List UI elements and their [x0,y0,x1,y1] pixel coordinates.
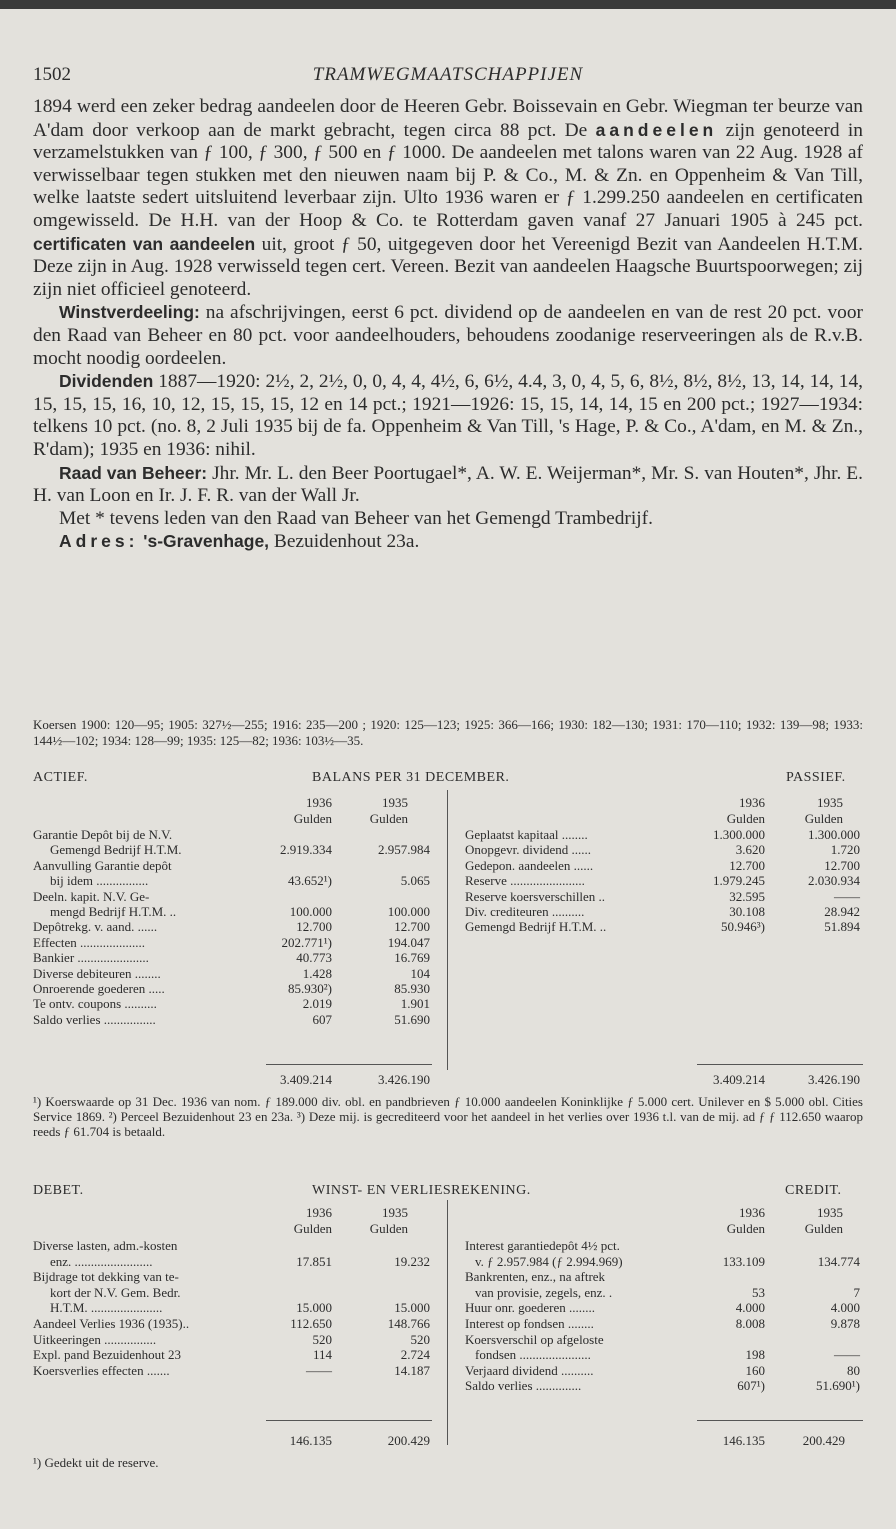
total-rule [697,1420,863,1421]
passiva-value-1935: 51.894 [824,919,860,935]
credit-value-1936: 133.109 [722,1253,765,1269]
activa-label-line: mengd Bedrijf H.T.M. .. [50,904,177,919]
passiva-total-1936: 3.409.214 [713,1072,765,1087]
credit-value-1935: 7 [853,1284,860,1300]
activa-label: Depôtrekg. v. aand. ...... [33,919,158,935]
debet-value-1935: 19.232 [394,1253,430,1269]
activa-label-line: Aanvulling Garantie depôt [33,857,172,873]
paragraph-history: 1894 werd een zeker bedrag aandeelen door de Heeren Gebr. Boissevain en Gebr. Wiegman ter beurze van A'dam door verkoop aan de markt gebracht, tegen circa 88 pct. De aandeelen zijn genoteerd in verzamelstukken van ƒ 100, ƒ 300, ƒ 500 en ƒ 1000. De aandeelen met talons waren van 22 Aug. 1928 af verwisselbaar tegen stukken met den nieuwen naam bij P. & Co., M. & Zn. en Oppenheim & Van Till, welke laatste sedert uitsluitend leverbaar zijn. Ulto 1936 waren er ƒ 1.299.250 aandeelen en certificaten omgewisseld. De H.H. van der Hoop & Co. te Rotterdam gaven vanaf 27 Januari 1905 à 245 pct. certificaten van aandeelen uit, groot ƒ 50, uitgegeven door het Vereenigd Bezit van Aandeelen H.T.M. Deze zijn in Aug. 1928 verwisseld tegen cert. Vereen. Bezit van aandeelen Haagsche Buurtspoorwegen; zij zijn niet officieel genoteerd. [33,96,863,300]
unit-header: Gulden [804,1221,843,1236]
debet-value-1936: 520 [312,1331,332,1347]
passiva-label: Onopgevr. dividend ...... [465,842,592,858]
paragraph-raad-van-beheer: Raad van Beheer: Jhr. Mr. L. den Beer Poortugael*, A. W. E. Weijerman*, Mr. S. van Houten*, Jhr. E. H. van Loon en Ir. J. F. R. van der Wall Jr. [33,462,863,507]
debet-value-1935: 148.766 [387,1316,430,1331]
activa-label-line: Deeln. kapit. N.V. Ge- [33,888,150,904]
debet-total-1935: 200.429 [387,1433,430,1448]
column-divider [447,790,448,1070]
credit-label: van provisie, zegels, enz. . [475,1284,613,1300]
unit-header: Gulden [804,811,843,826]
credit-value-1935: 80 [847,1362,860,1378]
activa-value-1935: 2.957.984 [378,842,430,858]
passiva-label: Reserve ....................... [465,873,585,889]
year-header: 1935 [817,795,843,810]
credit-label: fondsen ...................... [475,1347,591,1363]
debet-value-1935: 2.724 [400,1347,430,1363]
credit-value-1936: 4.000 [735,1300,765,1316]
debet-value-1936: 114 [312,1347,332,1363]
passiva-label: Gemengd Bedrijf H.T.M. .. [465,919,607,935]
activa-value-1935: 12.700 [394,919,430,935]
year-header: 1936 [306,795,332,810]
debet-value-1936: 15.000 [296,1300,332,1316]
koersen-history: Koersen 1900: 120—95; 1905: 327½—255; 1916: 235—200 ; 1920: 125—123; 1925: 366—166; 1930: 182—130; 1931: 170—110; 1932: 139—98; 1933: 144½—102; 1934: 128—99; 1935: 125—82; 1936: 103½—35. [33,717,863,748]
balans-footnotes: ¹) Koerswaarde op 31 Dec. 1936 van nom. ƒ 189.000 div. obl. en pandbrieven ƒ 10.000 aandeelen Koninklijke ƒ 5.000 cert. Unilever en $ 5.000 obl. Cities Service 1869. ²) Perceel Bezuidenhout 23 en 23a. ³) Deze mij. is gecrediteerd voor het aandeel in het verlies over 1936 t.l. van de mij. ad ƒ ƒ 112.650 waarop reeds ƒ 61.704 is betaald. [33,1094,863,1139]
passiva-value-1936: 3.620 [735,842,765,858]
credit-value-1936: 53 [752,1284,765,1300]
debet-value-1936: —— [306,1362,332,1378]
activa-value-1936: 40.773 [296,950,332,966]
passiva-value-1935: 1.720 [830,842,860,858]
debet-value-1935: 14.187 [394,1362,430,1378]
credit-value-1936: 607¹) [737,1378,765,1394]
paragraph-adres: Adres: 's-Gravenhage, Bezuidenhout 23a. [59,531,420,553]
activa-value-1935: 104 [410,965,430,981]
total-rule [266,1064,432,1065]
passiva-value-1936: 1.979.245 [713,873,765,889]
activa-value-1935: 16.769 [394,950,430,966]
unit-header: Gulden [293,811,332,826]
debet-label-line: Diverse lasten, adm.-kosten [33,1238,178,1253]
passief-label: PASSIEF. [786,770,846,785]
total-rule [697,1064,863,1065]
credit-label: v. ƒ 2.957.984 (ƒ 2.994.969) [475,1253,623,1269]
winst-title: WINST- EN VERLIESREKENING. [312,1183,531,1198]
passiva-value-1935: 12.700 [824,857,860,873]
credit-value-1935: 4.000 [830,1300,860,1316]
credit-value-1935: 51.690¹) [816,1378,860,1394]
main-text [33,96,863,554]
debet-label: enz. ........................ [50,1253,153,1269]
keyword-aandeelen: aandeelen [595,119,718,140]
running-header: TRAMWEGMAATSCHAPPIJEN [312,64,584,85]
debet-label: Expl. pand Bezuidenhout 23 [33,1347,182,1363]
activa-value-1936: 43.652¹) [288,873,332,889]
credit-value-1935: 134.774 [817,1253,860,1269]
unit-header: Gulden [369,1221,408,1236]
credit-value-1935: 9.878 [830,1316,860,1331]
page-number: 1502 [33,64,71,85]
credit-value-1935: —— [834,1347,860,1363]
total-rule [266,1420,432,1421]
debet-label-line: kort der N.V. Gem. Bedr. [50,1284,181,1300]
passiva-value-1936: 30.108 [729,904,765,919]
passiva-value-1935: —— [834,888,860,904]
debet-label: Uitkeeringen ................ [33,1331,157,1347]
debet-label: H.T.M. ...................... [50,1300,163,1316]
passiva-value-1935: 2.030.934 [808,873,860,889]
activa-value-1936: 2.019 [302,996,332,1012]
debet-value-1936: 17.851 [296,1253,332,1269]
winst-footnote: ¹) Gedekt uit de reserve. [33,1455,159,1470]
activa-label: Diverse debiteuren ........ [33,965,161,981]
debet-label: Koersverlies effecten ....... [33,1362,170,1378]
column-divider [447,1200,448,1445]
activa-value-1935: 100.000 [387,904,430,919]
activa-value-1936: 202.771¹) [281,934,332,950]
year-header: 1936 [739,795,765,810]
debet-value-1935: 15.000 [394,1300,430,1316]
credit-label-line: Koersverschil op afgeloste [465,1331,604,1347]
keyword-certificaten: certificaten van aandeelen [33,233,256,254]
balans-title: BALANS PER 31 DECEMBER. [312,770,510,785]
debet-value-1935: 520 [410,1331,430,1347]
year-header: 1936 [739,1205,765,1220]
credit-label: Interest op fondsen ........ [465,1316,594,1331]
passiva-label: Reserve koersverschillen .. [465,888,606,904]
activa-value-1936: 1.428 [302,965,332,981]
passiva-label: Div. crediteuren .......... [465,904,585,919]
passiva-label: Gedepon. aandeelen ...... [465,857,594,873]
year-header: 1935 [382,795,408,810]
activa-label: Onroerende goederen ..... [33,981,165,996]
credit-label: Huur onr. goederen ........ [465,1300,595,1316]
debet-label: DEBET. [33,1183,84,1198]
activa-value-1936: 100.000 [289,904,332,919]
activa-label: Effecten .................... [33,934,146,950]
year-header: 1936 [306,1205,332,1220]
credit-label: Verjaard dividend .......... [465,1362,594,1378]
unit-header: Gulden [293,1221,332,1236]
activa-label-line: Gemengd Bedrijf H.T.M. [50,842,182,858]
credit-value-1936: 160 [745,1362,765,1378]
activa-total-1935: 3.426.190 [378,1072,430,1087]
activa-value-1935: 85.930 [394,981,430,996]
activa-label-line: bij idem ................ [50,873,149,889]
passiva-value-1936: 12.700 [729,857,765,873]
credit-label-line: Bankrenten, enz., na aftrek [465,1269,606,1285]
passiva-value-1936: 1.300.000 [713,827,765,842]
activa-value-1935: 194.047 [387,934,430,950]
paragraph-dividenden: Dividenden 1887—1920: 2½, 2, 2½, 0, 0, 4, 4, 4½, 6, 6½, 4.4, 3, 0, 4, 5, 6, 8½, 8½, 8½, 13, 14, 14, 14, 15, 15, 15, 16, 10, 12, 15, 15, 15, 12 en 14 pct.; 1921—1926: 15, 15, 14, 14, 15 en 200 pct.; 1927—1934: telkens 10 pct. (no. 8, 2 Juli 1935 bij de fa. Oppenheim & Van Till, 's Hage, P. & Co., A'dam, en M. & Zn., R'dam); 1935 en 1936: nihil. [33,371,863,460]
debet-label: Aandeel Verlies 1936 (1935).. [33,1316,190,1331]
unit-header: Gulden [369,811,408,826]
activa-label: Te ontv. coupons .......... [33,996,157,1012]
credit-value-1936: 8.008 [735,1316,765,1331]
paragraph-winstverdeeling: Winstverdeeling: na afschrijvingen, eerst 6 pct. dividend op de aandeelen en van de rest 20 pct. voor den Raad van Beheer en 80 pct. voor aandeelhouders, behoudens zoodanige reserveeringen als de R.v.B. mocht noodig oordeelen. [33,302,863,369]
activa-value-1935: 5.065 [400,873,430,889]
passiva-label: Geplaatst kapitaal ........ [465,827,588,842]
credit-value-1936: 198 [745,1347,765,1363]
activa-value-1936: 2.919.334 [280,842,332,858]
passiva-value-1936: 50.946³) [721,919,765,935]
credit-total-1936: 146.135 [722,1433,765,1448]
activa-total-1936: 3.409.214 [280,1072,332,1087]
activa-value-1936: 12.700 [296,919,332,935]
passiva-total-1935: 3.426.190 [808,1072,860,1087]
activa-label-line: Garantie Depôt bij de N.V. [33,827,173,842]
credit-label-line: Interest garantiedepôt 4½ pct. [465,1238,620,1253]
unit-header: Gulden [726,1221,765,1236]
passiva-value-1935: 1.300.000 [808,827,860,842]
activa-value-1935: 51.690 [394,1011,430,1027]
activa-label: Bankier ...................... [33,950,149,966]
scan-top-edge [0,0,896,9]
unit-header: Gulden [726,811,765,826]
activa-value-1936: 85.930²) [288,981,332,996]
activa-label: Saldo verlies ................ [33,1011,156,1027]
debet-total-1936: 146.135 [289,1433,332,1448]
year-header: 1935 [382,1205,408,1220]
actief-label: ACTIEF. [33,770,88,785]
credit-total-1935: 200.429 [802,1433,845,1448]
debet-value-1936: 112.650 [290,1316,332,1331]
activa-value-1936: 607 [312,1011,332,1027]
passiva-value-1935: 28.942 [824,904,860,919]
credit-label: CREDIT. [785,1183,842,1198]
paragraph-note: Met * tevens leden van den Raad van Beheer van het Gemengd Trambedrijf. [59,507,653,529]
activa-value-1935: 1.901 [400,996,430,1012]
credit-label: Saldo verlies .............. [465,1378,582,1394]
passiva-value-1936: 32.595 [729,888,765,904]
year-header: 1935 [817,1205,843,1220]
debet-label-line: Bijdrage tot dekking van te- [33,1269,179,1285]
